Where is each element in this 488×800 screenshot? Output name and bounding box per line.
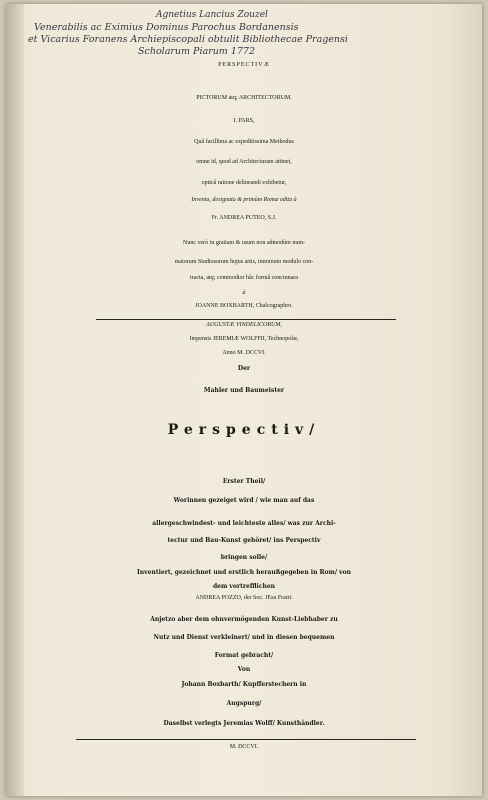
german-title-2: Perspectiv/ xyxy=(167,422,321,438)
german-line-4: bringen solle/ xyxy=(220,554,268,561)
latin-line-7: tracta, atq; commodior hâc formâ concinnara xyxy=(190,275,298,281)
german-line-11: Augspurg/ xyxy=(226,700,262,707)
german-der: Der xyxy=(237,365,251,372)
german-line-7: Anjetzo aber dem ohnvermögenden Kunst-Liebhaber zu xyxy=(150,616,338,623)
divider-rule xyxy=(96,319,396,320)
handwritten-line-1: Agnetius Lancius Zouzel xyxy=(156,10,268,20)
bottom-rule xyxy=(76,739,416,740)
latin-anno: Anno M. DCCVI. xyxy=(222,350,266,356)
latin-title-1: PERSPECTIVÆ xyxy=(218,62,270,68)
latin-author: Fr. ANDREA PUTEO, S.J. xyxy=(211,215,277,221)
german-line-8: Nutz und Dienst verkleinert/ und in diesen bequemen xyxy=(153,634,335,641)
latin-impensis: Impensis JEREMIÆ WOLFFII, Technopolæ, xyxy=(189,336,299,342)
handwritten-line-4: Scholarum Piarum 1772 xyxy=(138,46,256,57)
title-page xyxy=(6,4,482,796)
german-title-1: Mahler und Baumeister xyxy=(203,387,285,394)
german-line-12: Daselbst verlegts Jeremias Wolff/ Kunsthändler. xyxy=(163,720,325,727)
latin-part: I. PARS, xyxy=(233,118,255,124)
german-author: ANDREA POZZO, der Soc. JEsu Fratri. xyxy=(195,595,293,601)
german-line-5: Inventiert, gezeichnet und erstlich heraußgegeben in Rom/ von xyxy=(136,569,352,576)
german-line-9: Format gebracht/ xyxy=(214,652,274,659)
german-line-1: Worinnen gezeiget wird / wie man auf das xyxy=(173,497,315,504)
latin-line-4: Inventa, designata & primùm Romæ edita à xyxy=(191,197,297,203)
german-year: M. DCCVI. xyxy=(229,744,259,750)
handwritten-line-3: et Vicarius Foranens Archiepiscopali obtulit Bibliothecae Pragensi xyxy=(28,34,348,45)
latin-engraver: JOANNE BOXBARTH, Chalcographro. xyxy=(195,303,293,309)
german-theil: Erster Theil/ xyxy=(222,478,266,485)
latin-line-8: à xyxy=(242,290,246,296)
latin-place: AUGUSTÆ VINDELICORUM, xyxy=(206,322,282,328)
latin-title-2: PICTORUM atq; ARCHITECTORUM. xyxy=(196,95,292,101)
latin-line-1: Quâ facillima ac expeditissima Methodus xyxy=(194,139,294,145)
handwritten-line-2: Venerabilis ac Eximius Dominus Parochus Bordanensis xyxy=(34,22,299,33)
latin-line-3: opticâ ratione delineandi exhibetur, xyxy=(201,180,287,186)
german-von: Von xyxy=(237,666,251,673)
latin-line-5: Nunc verò in gratiam & usum non admodùm num- xyxy=(183,240,305,246)
german-line-3: tectur und Bau-Kunst gehöret/ ins Perspectiv xyxy=(167,537,321,544)
latin-line-6: matorum Studiosorum hujus artis, imminuto modulo con- xyxy=(174,259,314,265)
german-line-2: allergeschwindest- und leichteste alles/ was zur Archi- xyxy=(152,520,336,527)
german-line-10: Johann Boxbarth/ Kupfferstechern in xyxy=(181,681,307,688)
latin-line-2: omne id, quod ad Architecturam attinet, xyxy=(196,159,292,165)
german-line-6: dem vortrefflichen xyxy=(212,583,276,590)
